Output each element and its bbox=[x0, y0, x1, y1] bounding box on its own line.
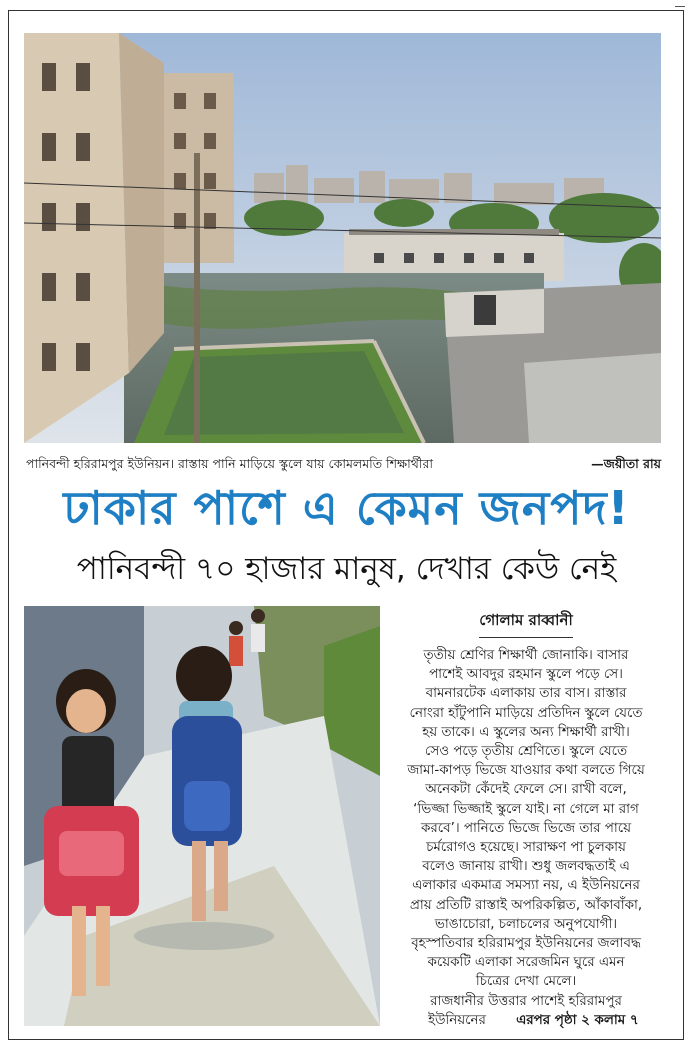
photo-caption: পানিবন্দী হরিরামপুর ইউনিয়ন। রাস্তায় পানি মাড়িয়ে স্কুলে যায় কোমলমতি শিক্ষার্থীরা bbox=[26, 456, 433, 471]
article-line: সেও পড়ে তৃতীয় শ্রেণিতে। স্কুলে যেতে bbox=[424, 744, 628, 760]
headline: ঢাকার পাশে এ কেমন জনপদ! bbox=[63, 481, 630, 535]
continuation-link[interactable]: এরপর পৃষ্ঠা ২ কলাম ৭ bbox=[516, 1012, 639, 1028]
article-line: চর্মরোগও হয়েছে। সারাক্ষণ পা চুলকায় bbox=[426, 840, 626, 856]
children-walking-photo bbox=[24, 606, 380, 1026]
article-line: হয় তাকে। এ স্কুলের অন্য শিক্ষার্থী রাখী। bbox=[422, 724, 630, 740]
byline: গোলাম রাব্বানী bbox=[479, 609, 573, 638]
article-body bbox=[390, 646, 662, 1030]
article-last-line: ইউনিয়নের bbox=[428, 1012, 486, 1028]
article-line: ‘ভিজ্জা ভিজ্জাই স্কুলে যাই। না গেলে মা রাগ bbox=[413, 801, 639, 817]
article-line: কয়েকটি এলাকা সরেজমিন ঘুরে এমন bbox=[427, 955, 625, 971]
article-line: বৃহস্পতিবার হরিরামপুর ইউনিয়নের জলাবদ্ধ bbox=[411, 936, 641, 952]
article-line: চিত্রের দেখা মেলে। bbox=[475, 974, 577, 990]
article-line: অনেকটা কেঁদেই ফেলে সে। রাখী বলে, bbox=[425, 782, 627, 798]
article-line: প্রায় প্রতিটি রাস্তাই অপরিকল্পিত, আঁকাবাঁকা, bbox=[409, 897, 643, 913]
article-line: নোংরা হাঁটুপানি মাড়িয়ে প্রতিদিন স্কুলে যেতে bbox=[409, 705, 643, 721]
article-line: করবে’। পানিতে ভিজে ভিজে তার পায়ে bbox=[421, 820, 631, 836]
subheadline: পানিবন্দী ৭০ হাজার মানুষ, দেখার কেউ নেই bbox=[76, 551, 617, 587]
article-line: এলাকার একমাত্র সমস্যা নয়, এ ইউনিয়নের bbox=[412, 878, 640, 894]
flooded-area-photo bbox=[24, 33, 661, 443]
article-line: বলেও জানায় রাখী। শুধু জলবদ্ধতাই এ bbox=[422, 859, 630, 875]
photo-credit: —জয়ীতা রায় bbox=[591, 456, 661, 471]
article-line: ভাঙাচোরা, চলাচলের অনুপযোগী। bbox=[434, 916, 618, 932]
article-line: পাশেই আবদুর রহমান স্কুলে পড়ে সে। bbox=[429, 667, 623, 683]
article-line: তৃতীয় শ্রেণির শিক্ষার্থী জোনাকি। বাসার bbox=[423, 648, 629, 663]
article-line: রাজধানীর উত্তরার পাশেই হরিরামপুর bbox=[430, 993, 622, 1009]
corner-mark bbox=[675, 0, 685, 7]
article-line: জামা-কাপড় ভিজে যাওয়ার কথা বলতে গিয়ে bbox=[407, 763, 645, 779]
article-line: বামনারটেক এলাকায় তার বাস। রাস্তার bbox=[425, 686, 627, 702]
